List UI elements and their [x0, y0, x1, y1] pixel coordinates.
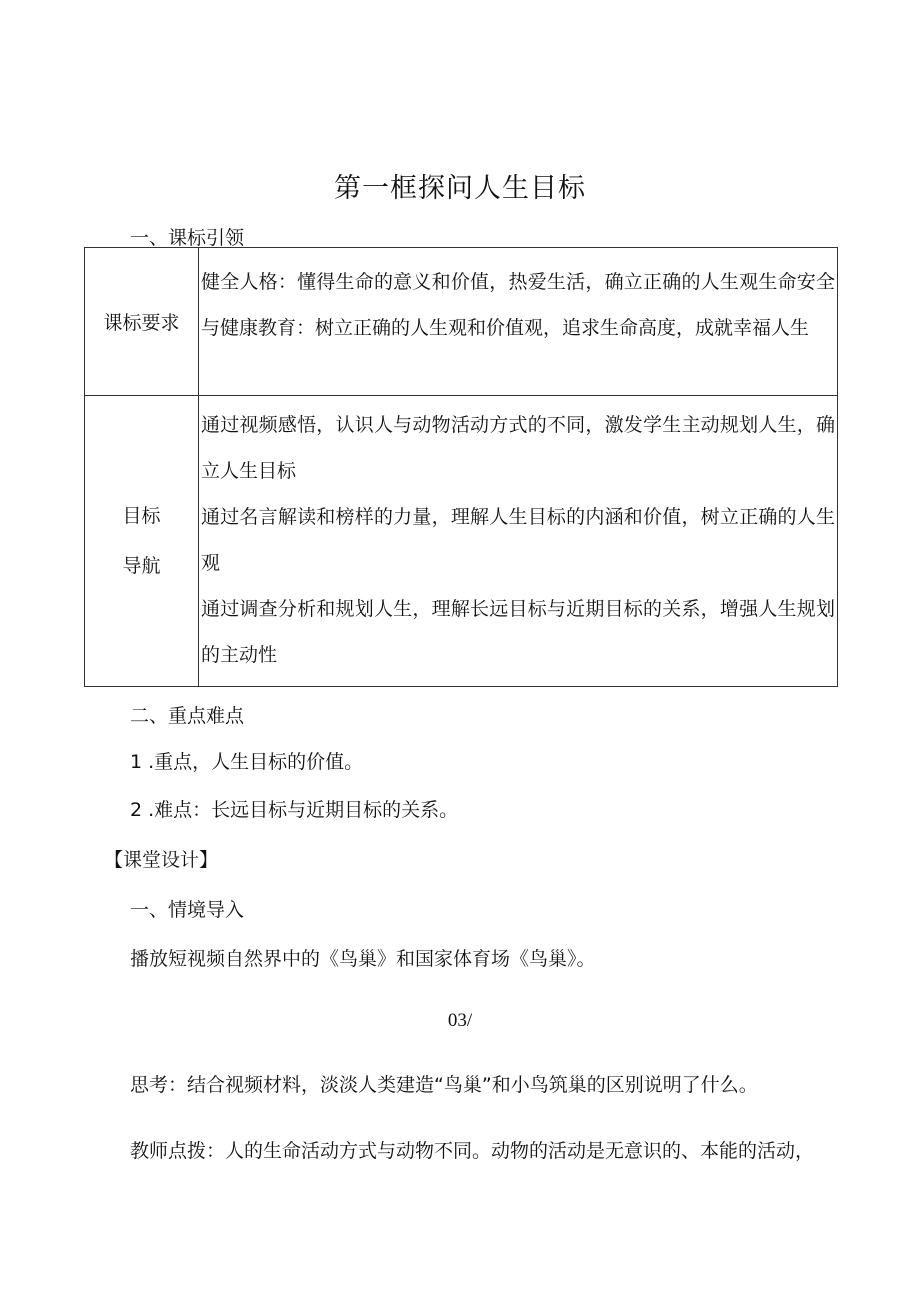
difficulty-item: 2 .难点：长远目标与近期目标的关系。	[130, 799, 459, 821]
page-title: 第一框探问人生目标	[334, 173, 586, 204]
row-label-goal-navigation	[85, 396, 199, 687]
row-content-curriculum-requirement	[199, 248, 838, 396]
goal-label-line-2: 导航	[122, 555, 161, 577]
section1-heading: 一、课标引领	[130, 227, 245, 249]
thinking-paragraph: 思考：结合视频材料，淡淡人类建造“鸟巢”和小鸟筑巢的区别说明了什么。	[130, 1074, 758, 1096]
curriculum-requirement-text: 健全人格：懂得生命的意义和价值，热爱生活，确立正确的人生观生命安全与健康教育：树立正确的人生观和价值观，追求生命高度，成就幸福人生	[201, 271, 835, 339]
goal-item-1: 通过视频感悟，认识人与动物活动方式的不同，激发学生主动规划人生，确立人生目标	[201, 414, 835, 482]
row-label-curriculum-requirement: 课标要求	[85, 248, 199, 396]
section2-heading: 二、重点难点	[130, 705, 245, 727]
key-point-item: 1 .重点，人生目标的价值。	[130, 751, 364, 773]
page-mark: 03/	[447, 1010, 473, 1031]
class-design-heading: 【课堂设计】	[104, 849, 219, 871]
row-content-goal-navigation	[199, 396, 838, 687]
scene-intro-heading: 一、情境导入	[130, 899, 245, 921]
goal-item-3: 通过调查分析和规划人生，理解长远目标与近期目标的关系，增强人生规划的主动性	[201, 598, 835, 666]
video-paragraph: 播放短视频自然界中的《鸟巢》和国家体育场《鸟巢》。	[130, 948, 596, 970]
table-row	[85, 248, 838, 396]
table-row	[85, 396, 838, 687]
curriculum-table	[84, 247, 838, 687]
teacher-guidance-paragraph: 教师点拨：人的生命活动方式与动物不同。动物的活动是无意识的、本能的活动，	[130, 1140, 815, 1162]
goal-label-line-1: 目标	[122, 505, 161, 527]
goal-item-2: 通过名言解读和榜样的力量，理解人生目标的内涵和价值，树立正确的人生观	[201, 506, 835, 574]
